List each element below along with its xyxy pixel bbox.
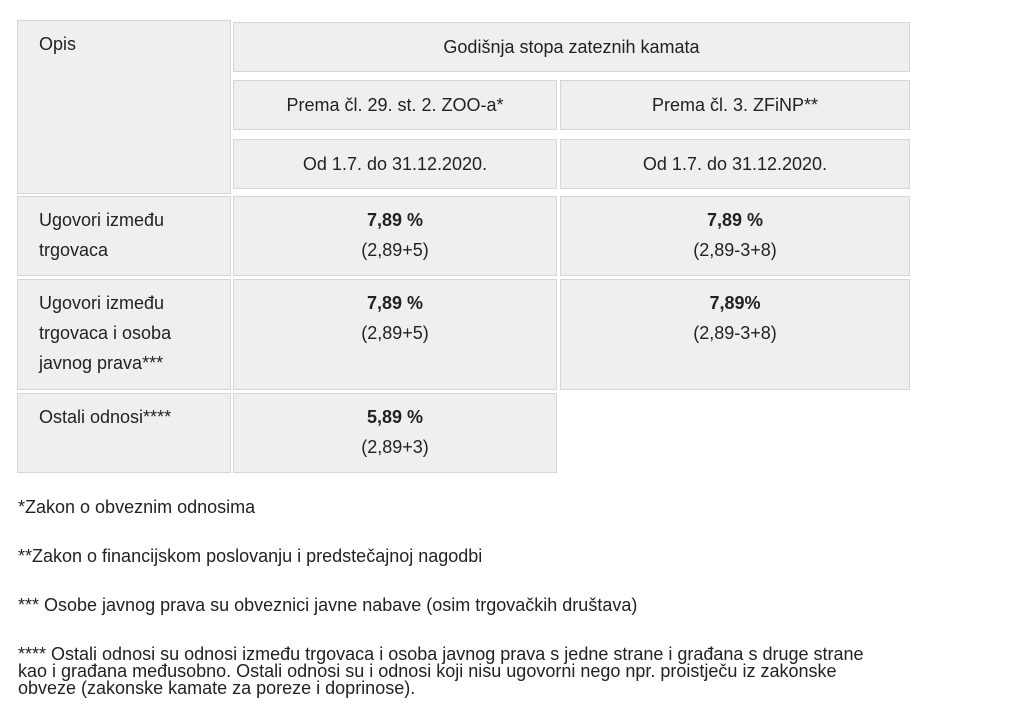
header-col1-cell <box>233 80 557 130</box>
header-col2: Prema čl. 3. ZFiNP** <box>651 95 819 115</box>
header-period2-cell <box>560 139 910 189</box>
footnote-zfinp: **Zakon o financijskom poslovanju i predstečajnoj nagodbi <box>18 546 483 566</box>
header-period2: Od 1.7. do 31.12.2020. <box>642 154 828 174</box>
rate-formula: (2,89+5) <box>361 323 429 343</box>
rate-formula: (2,89-3+8) <box>693 240 777 260</box>
table-row-label <box>17 279 231 390</box>
footnote-javno-pravo: *** Osobe javnog prava su obveznici javne nabave (osim trgovačkih društava) <box>18 595 638 615</box>
row-label-line: Ostali odnosi**** <box>39 407 172 427</box>
row-label-line: trgovaca <box>39 240 109 260</box>
header-col2-cell <box>560 80 910 130</box>
table-row-label <box>17 393 231 473</box>
table-cell-rate <box>233 393 557 473</box>
rate-formula: (2,89+3) <box>361 437 429 457</box>
header-opis: Opis <box>39 34 77 54</box>
header-period1-cell <box>233 139 557 189</box>
footnote-ostali-odnosi <box>18 646 1018 697</box>
header-title: Godišnja stopa zateznih kamata <box>443 37 700 57</box>
rate-value: 7,89 % <box>366 293 424 313</box>
row-label-line: trgovaca i osoba <box>39 323 172 343</box>
rate-value: 7,89 % <box>366 210 424 230</box>
table-cell-rate <box>560 279 910 390</box>
footnote-line: obveze (zakonske kamate za poreze i doprinose). <box>18 678 416 698</box>
rate-value: 7,89% <box>709 293 761 313</box>
rate-value: 7,89 % <box>706 210 764 230</box>
header-period1: Od 1.7. do 31.12.2020. <box>302 154 488 174</box>
table-cell-rate <box>560 196 910 276</box>
footnote-line: **** Ostali odnosi su odnosi između trgovaca i osoba javnog prava s jedne strane i građana s druge strane <box>18 644 864 664</box>
row-label-line: javnog prava*** <box>39 353 164 373</box>
header-col1: Prema čl. 29. st. 2. ZOO-a* <box>286 95 504 115</box>
header-title-cell <box>233 22 910 72</box>
row-label-line: Ugovori između <box>39 293 165 313</box>
table-row-label <box>17 196 231 276</box>
table-cell-rate <box>233 279 557 390</box>
rate-formula: (2,89-3+8) <box>693 323 777 343</box>
table-cell-rate <box>233 196 557 276</box>
row-label-line: Ugovori između <box>39 210 165 230</box>
footnote-line: kao i građana međusobno. Ostali odnosi su i odnosi koji nisu ugovorni nego npr. proistječu iz zakonske <box>18 661 837 681</box>
rate-value: 5,89 % <box>366 407 424 427</box>
footnote-zoo: *Zakon o obveznim odnosima <box>18 497 256 517</box>
rate-formula: (2,89+5) <box>361 240 429 260</box>
header-opis-cell <box>17 20 231 194</box>
